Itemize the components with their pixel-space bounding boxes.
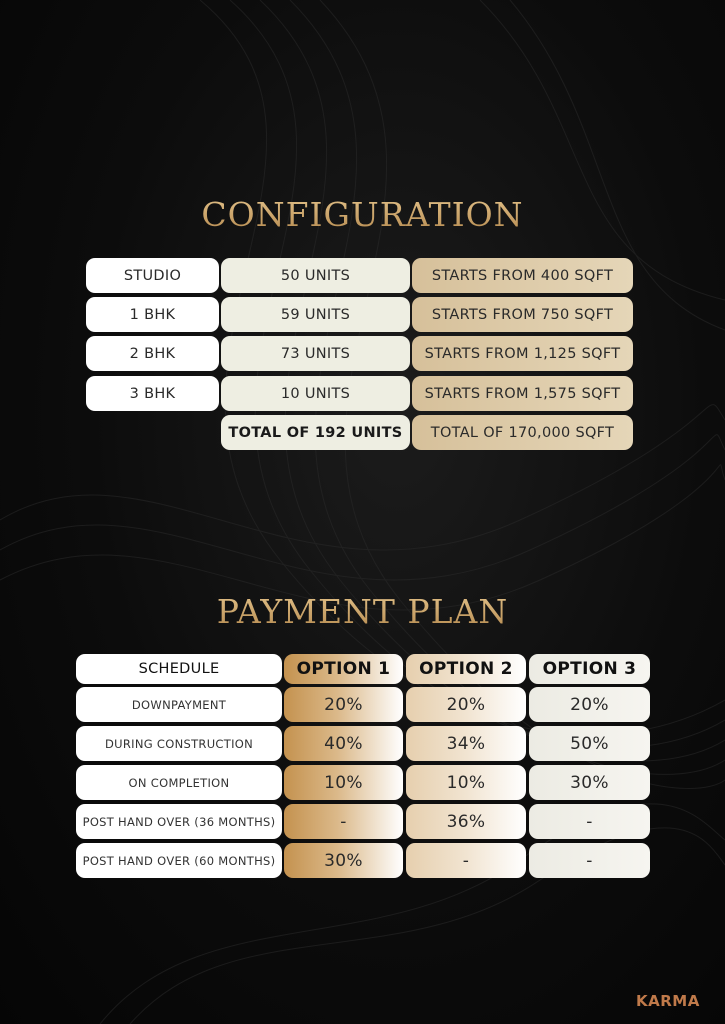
schedule-during-construction: DURING CONSTRUCTION — [76, 726, 282, 761]
option-1-header: OPTION 1 — [284, 654, 403, 684]
config-type-studio: STUDIO — [86, 258, 219, 293]
construction-option-3: 50% — [529, 726, 650, 761]
handover-36-option-3: - — [529, 804, 650, 839]
config-units-studio: 50 UNITS — [221, 258, 410, 293]
handover-60-option-2: - — [406, 843, 526, 878]
downpayment-option-3: 20% — [529, 687, 650, 722]
option-2-header: OPTION 2 — [406, 654, 526, 684]
handover-60-option-1: 30% — [284, 843, 403, 878]
config-area-studio: STARTS FROM 400 SQFT — [412, 258, 633, 293]
completion-option-3: 30% — [529, 765, 650, 800]
handover-36-option-1: - — [284, 804, 403, 839]
downpayment-option-1: 20% — [284, 687, 403, 722]
config-area-1bhk: STARTS FROM 750 SQFT — [412, 297, 633, 332]
schedule-post-handover-60: POST HAND OVER (60 MONTHS) — [76, 843, 282, 878]
config-total-units: TOTAL OF 192 UNITS — [221, 415, 410, 450]
config-units-2bhk: 73 UNITS — [221, 336, 410, 371]
construction-option-1: 40% — [284, 726, 403, 761]
schedule-post-handover-36: POST HAND OVER (36 MONTHS) — [76, 804, 282, 839]
payment-plan-title: PAYMENT PLAN — [0, 592, 725, 631]
config-total-area: TOTAL OF 170,000 SQFT — [412, 415, 633, 450]
construction-option-2: 34% — [406, 726, 526, 761]
config-type-3bhk: 3 BHK — [86, 376, 219, 411]
downpayment-option-2: 20% — [406, 687, 526, 722]
config-units-3bhk: 10 UNITS — [221, 376, 410, 411]
completion-option-1: 10% — [284, 765, 403, 800]
handover-36-option-2: 36% — [406, 804, 526, 839]
config-type-1bhk: 1 BHK — [86, 297, 219, 332]
schedule-header: SCHEDULE — [76, 654, 282, 684]
completion-option-2: 10% — [406, 765, 526, 800]
config-area-2bhk: STARTS FROM 1,125 SQFT — [412, 336, 633, 371]
schedule-downpayment: DOWNPAYMENT — [76, 687, 282, 722]
configuration-title: CONFIGURATION — [0, 195, 725, 234]
config-units-1bhk: 59 UNITS — [221, 297, 410, 332]
config-area-3bhk: STARTS FROM 1,575 SQFT — [412, 376, 633, 411]
config-type-2bhk: 2 BHK — [86, 336, 219, 371]
option-3-header: OPTION 3 — [529, 654, 650, 684]
karma-logo: KARMA — [636, 992, 700, 1010]
handover-60-option-3: - — [529, 843, 650, 878]
schedule-on-completion: ON COMPLETION — [76, 765, 282, 800]
